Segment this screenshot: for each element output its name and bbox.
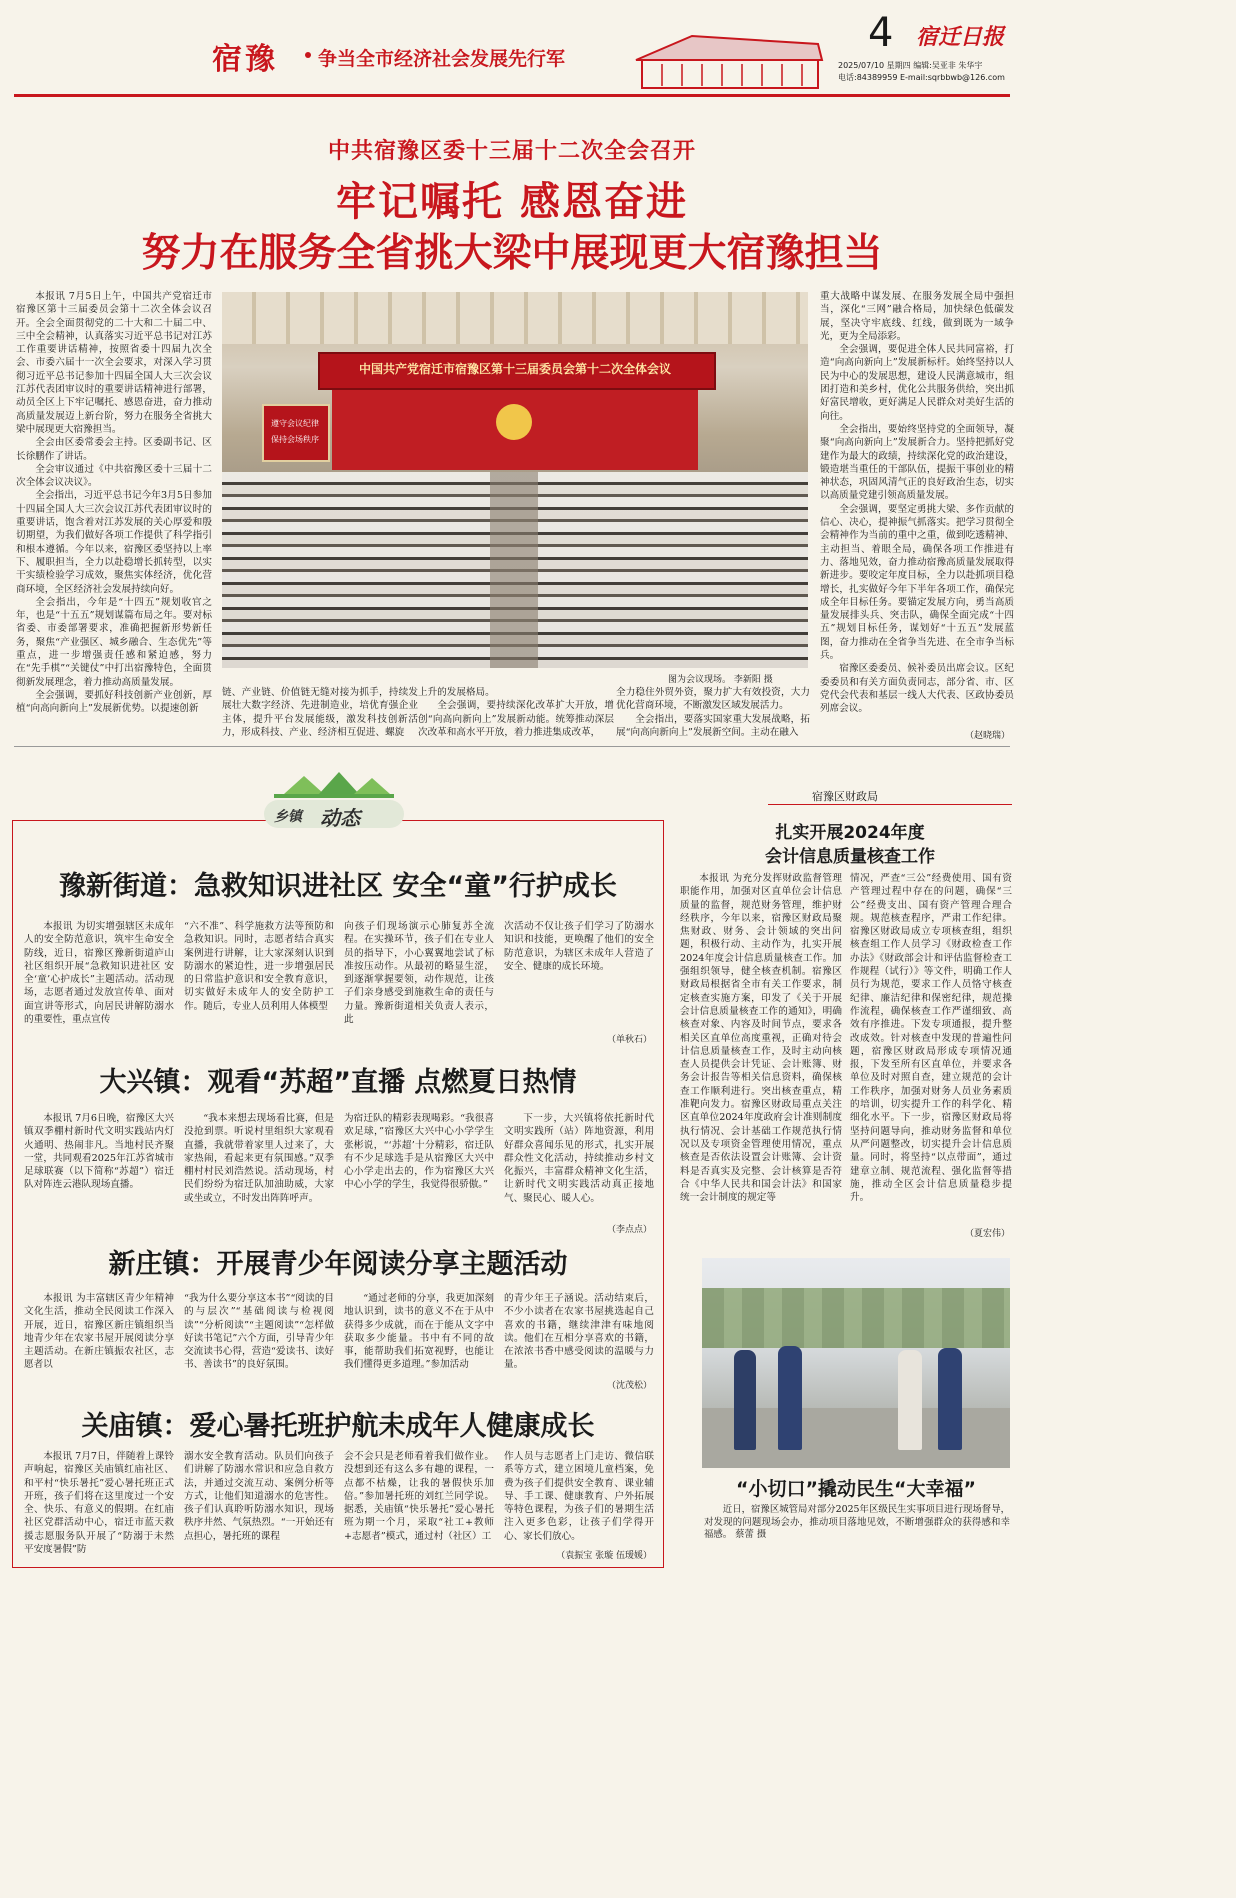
building-logo	[632, 30, 828, 92]
town-paragraph: 本报讯 7月6日晚，宿豫区大兴镇双季棚村新时代文明实践站内灯火通明、热闹非凡。当地村民齐聚一堂，共同观看2025年江苏省城市足球联赛（以下简称“苏超”）宿迁队对阵连云港队现场直播。	[24, 1113, 174, 1191]
town-headline-yuxin: 豫新街道：急救知识进社区 安全“童”行护成长	[59, 871, 617, 902]
person-2	[778, 1346, 802, 1450]
meeting-photo	[222, 292, 808, 668]
aisle	[490, 472, 538, 668]
lead-column-2	[222, 686, 418, 742]
page-number: 4	[868, 10, 894, 56]
trees	[702, 1288, 1010, 1348]
lead-headline-2: 努力在服务全省挑大梁中展现更大宿豫担当	[141, 231, 883, 276]
town-item-xinzhuang	[24, 1292, 654, 1394]
lead-paragraph: 全会强调，要坚定勇挑大梁、多作贡献的信心、决心，提神振气抓落实。把学习贯彻全会精神作为当前的重中之重，做到吃透精神、主动担当、着眼全局，确保各项工作推进有力、落地见效，奋力推动宿豫高质量发展取得新进步。要咬定年度目标，全力以赴抓项目稳增长，扎实做好今年下半年各项工作，确保完成全年目标任务。要锚定发展方向，勇当高质量发展排头兵、突击队，确保全面完成“十四五”规划目标任务，谋划好“十五五”发展蓝图，奋力推动在全省争当先进、在全市争当标兵。	[820, 503, 1014, 662]
lead-paragraph: 宿豫区委委员、候补委员出席会议。区纪委委员和有关方面负责同志，部分省、市、区党代会代表和基层一线人大代表、区政协委员列席会议。	[820, 663, 1014, 715]
town-paragraph: 向孩子们现场演示心肺复苏全流程。在实操环节，孩子们在专业人员的指导下，小心翼翼地尝试了标准按压动作。从最初的略显生涩，到逐渐掌握要领，动作规范，让孩子们亲身感受到施救生命的责任与力量。豫新街道相关负责人表示，此	[344, 921, 494, 1026]
town-paragraph: 会不会只是老师看着我们做作业。没想到还有这么多有趣的课程，一点都不枯燥，让我的暑假快乐加倍。”参加暑托班的刘红兰同学说。据悉，关庙镇“快乐暑托”爱心暑托班为期一个月，采取“社工+教师+志愿者”模式，通过村（社区）工	[344, 1451, 494, 1542]
contact-line: 电话:84389959 E-mail:sqrbbwb@126.com	[838, 73, 1005, 82]
lead-column-3	[418, 686, 614, 742]
stage-banner-text: 中国共产党宿迁市宿豫区第十三届委员会第十二次全体会议	[358, 362, 671, 376]
finance-byline: （夏宏伟）	[964, 1229, 1010, 1239]
building-roof	[636, 36, 822, 60]
lead-kicker: 中共宿豫区委十三届十二次全会召开	[327, 139, 696, 164]
town-paragraph: “我本来想去现场看比赛，但是没抢到票。听说村里组织大家观看直播，我就带着家里人过来了，大家热闹，看起来更有氛围感。”双季棚村村民刘浩然说。活动现场，村民们纷纷为宿迁队加油助威，大家或坐或立，不时发出阵阵呼声。	[184, 1113, 334, 1204]
masthead	[0, 0, 1024, 96]
lead-paragraph: 全会指出，要始终坚持党的全面领导，凝聚“向高向新向上”发展新合力。坚持把抓好党建作为最大的政绩，持续深化党的政治建设，锻造堪当重任的干部队伍，提振干事创业的精神状态，巩固风清气正的良好政治生态，切实以高质量党建引领高质量发展。	[820, 423, 1014, 502]
sign-left-text-2: 保持会场秩序	[271, 435, 319, 444]
town-paragraph: 作人员与志愿者上门走访、微信联系等方式，建立困境儿童档案，免费为孩子们提供安全教育、课业辅导、手工课、健康教育、户外拓展等特色课程，为孩子们的暑期生活注入更多色彩，让孩子们学得开心、家长们放心。	[504, 1451, 654, 1542]
photo-story-caption: 近日，宿豫区城管局对部分2025年区级民生实事项目进行现场督导，对发现的问题现场会办，推动项目落地见效，不断增强群众的获得感和幸福感。 蔡蕾 摄	[704, 1504, 1010, 1540]
lead-headline-1: 牢记嘱托 感恩奋进	[336, 179, 688, 225]
town-headline-guanmiao: 关庙镇：爱心暑托班护航未成年人健康成长	[81, 1411, 595, 1442]
town-item-daxing	[24, 1112, 654, 1238]
lead-paragraph: 全会强调，要抓好科技创新产业创新，厚植“向高向新向上”发展新优势。以提速创新	[16, 689, 212, 715]
section-dot	[305, 52, 311, 58]
person-3	[898, 1350, 922, 1450]
town-paragraph: 本报讯 7月7日，伴随着上课铃声响起，宿豫区关庙镇红庙社区、和平村“快乐暑托”爱心暑托班正式开班，孩子们将在这里度过一个安全、快乐、有意义的假期。在红庙社区党群活动中心，宿迁市蓝天救援志愿服务队开展了“防溺于未然 平安度暑假”防	[24, 1451, 174, 1556]
finance-column-2: 情况，严查“三公”经费使用、国有资产管理过程中存在的问题，确保“三公”经费支出、国有资产管理合理合规。规范核查程序，严肃工作纪律。宿豫区财政局成立专项核查组，组织核查组工作人员学习《财政检查工作办法》《财政部会计和评估监督检查工作规程（试行）》等文件，明确工作人员行为规范，要求工作人员恪守核查纪律、廉洁纪律和保密纪律，规范操作流程，确保核查工作严谨细致、高效有序推进。下发专项通报，提升整改成效。针对核查中发现的普遍性问题，宿豫区财政局形成专项情况通报，下发至所有区直单位，并要求各单位及时对照自查，建立规范的会计工作秩序，加强对财务人员业务素质的培训，切实提升工作的科学化、精细化水平。下一步，宿豫区财政局将坚持问题导向，推动财务监督和单位从严问题整改，切实提升会计信息质量。同时，将坚持“以点带面”，通过建章立制、规范流程、强化监督等措施，推动全区会计信息质量稳步提升。	[850, 873, 1012, 1204]
sign-left-text-1: 遵守会议纪律	[271, 419, 319, 428]
town-paragraph: “我为什么要分享这本书”“阅读的目的与层次”“基础阅读与检视阅读”“分析阅读”“主题阅读”“怎样做好读书笔记”六个方面，引导青少年交流读书心得，营造“爱读书、读好书、善读书”的良好氛围。	[184, 1293, 334, 1371]
town-headline-xinzhuang: 新庄镇：开展青少年阅读分享主题活动	[108, 1249, 568, 1280]
person-1	[734, 1350, 756, 1450]
party-emblem	[496, 404, 532, 440]
lead-paragraph: 重大战略中谋发展、在服务发展全局中强担当，深化“三网”融合格局，加快绿色低碳发展，坚决守牢底线、红线，做到既为一域争光，更为全局添彩。	[820, 291, 1014, 342]
building-body	[642, 60, 818, 88]
person-4	[938, 1348, 962, 1450]
lead-column-4	[616, 686, 810, 742]
lead-column-5	[820, 290, 1014, 730]
masthead-rule	[14, 94, 1010, 97]
finance-dept: 宿豫区财政局	[812, 790, 878, 803]
finance-column-1: 本报讯 为充分发挥财政监督管理职能作用，加强对区直单位会计信息质量的监督，规范财务管理，维护财经秩序，今年以来，宿豫区财政局聚焦财政、财务、会计领域的突出问题，积极行动、主动作为，扎实开展2024年度会计信息质量核查工作。加强组织领导，健全核查机制。宿豫区财政局根据省全市有关工作要求，制定核查实施方案，印发了《关于开展会计信息质量核查工作的通知》，明确核查对象、内容及时间节点，要求各相关区直单位高度重视，正确对待会计信息质量核查工作，及时主动向核查人员提供会计凭证、会计账簿、财务会计报告等相关信息资料，确保核查工作顺利进行。突出核查重点，精准靶向发力。宿豫区财政局重点关注区直单位2024年度政府会计准则制度执行情况、会计基础工作规范执行情况以及专项资金管理使用情况，重点核查是否依法设置会计账簿、会计资料是否真实及完整、会计核算是否符合《中华人民共和国会计法》和国家统一会计制度的规定等	[680, 873, 842, 1204]
town-item-guanmiao	[24, 1450, 654, 1562]
town-headline-daxing: 大兴镇：观看“苏超”直播 点燃夏日热情	[99, 1067, 577, 1098]
ceiling	[222, 292, 808, 344]
town-paragraph: 为宿迁队的精彩表现喝彩。“我很喜欢足球，”宿豫区大兴中心小学学生张彬说，“‘苏超’十分精彩，宿迁队有不少足球选手是从宿豫区大兴中心小学走出去的，作为宿豫区大兴中心小学的学生，我觉得很骄傲。”	[344, 1113, 494, 1191]
town-paragraph: “通过老师的分享，我更加深刻地认识到，读书的意义不在于从中获得多少成就，而在于能从文字中获取多少能量。书中有不同的故事，能帮助我们拓宽视野，也能让我们懂得更多道理。”参加活动	[344, 1293, 494, 1371]
photo-story-headline: “小切口”撬动民生“大幸福”	[736, 1478, 976, 1500]
lead-paragraph: 上升的发展格局。	[418, 687, 495, 698]
town-paragraph: 溺水安全教育活动。队员们向孩子们讲解了防溺水常识和应急自救方法，并通过交流互动、案例分析等方式，让他们知道溺水的危害性。孩子们认真聆听防溺水知识，现场秩序井然、气氛热烈。“一开始还有点担心，暑托班的课程	[184, 1451, 334, 1542]
section-divider	[14, 746, 1010, 747]
lead-paragraph: 本报讯 7月5日上午，中国共产党宿迁市宿豫区第十三届委员会第十二次全体会议召开。全会全面贯彻党的二十大和二十届二中、三中全会精神，认真落实习近平总书记对江苏工作重要讲话精神，按照省委十四届九次全会、市委六届十一次全会要求，对深入学习贯彻习近平总书记参加十四届全国人大三次会议江苏代表团审议时的重要讲话精神进行部署，动员全区上下牢记嘱托、感恩奋进，奋力推动高质量发展迈上新台阶，努力在服务全省挑大梁中展现更大宿豫担当。	[16, 291, 212, 435]
paper-name: 宿迁日报	[916, 25, 1005, 50]
lead-paragraph: 全力稳住外贸外资，聚力扩大有效投资，大力优化营商环境，不断激发区域发展活力。	[616, 687, 810, 712]
town-paragraph: 本报讯 为切实增强辖区未成年人的安全防范意识，筑牢生命安全防线，近日，宿豫区豫新街道庐山社区组织开展“急救知识进社区 安全‘童’心护成长”主题活动。活动现场，志愿者通过发放宣传单、面对面宣讲等形式，向居民讲解防溺水的重要性，重点宣传	[24, 921, 174, 1026]
town-paragraph: 的青少年王子涵说。活动结束后，不少小读者在农家书屋挑选起自己喜欢的书籍，继续津津有味地阅读。他们在互相分享喜欢的书籍，在浓浓书香中感受阅读的温暖与力量。	[504, 1293, 654, 1371]
town-news-banner	[260, 760, 410, 830]
lead-byline: （赵晓瑞）	[964, 731, 1010, 741]
town-byline: （沈茂松）	[606, 1381, 652, 1391]
town-byline: （袁振宝 张璇 伍瑷媛）	[556, 1551, 652, 1561]
town-paragraph: 下一步，大兴镇将依托新时代文明实践所（站）阵地资源，利用好群众喜闻乐见的形式，扎实开展群众性文化活动，持续推动乡村文化振兴，丰富群众精神文化生活，让新时代文明实践活动真正接地气、聚民心、暖人心。	[504, 1113, 654, 1204]
section-slogan: 争当全市经济社会发展先行军	[318, 48, 566, 70]
banner-prefix: 乡镇	[274, 809, 302, 825]
town-paragraph: “六不准”、科学施救方法等预防和急救知识。同时，志愿者结合真实案例进行讲解，让大家深刻认识到防溺水的紧迫性，进一步增强居民的日常监护意识和安全教育意识，切实做好未成年人的安全防护工作。随后，专业人员利用人体模型	[184, 921, 334, 1012]
finance-rule	[768, 804, 1012, 805]
town-item-yuxin	[24, 920, 654, 1052]
sign-left	[262, 404, 330, 462]
date-line: 2025/07/10 星期四 编辑:吴亚非 朱华宇	[838, 61, 983, 70]
lead-paragraph: 全会强调，要持续深化改革扩大开放，增创“向高向新向上”发展新动能。统筹推动深层次改革和高水平开放，着力推进集成改革，	[418, 700, 614, 738]
lead-paragraph: 全会审议通过《中共宿豫区委十三届十二次全体会议决议》。	[16, 463, 212, 489]
lead-paragraph: 全会由区委常委会主持。区委副书记、区长徐鹏作了讲话。	[16, 437, 212, 462]
finance-headline-1: 扎实开展2024年度	[775, 823, 925, 843]
finance-headline-2: 会计信息质量核查工作	[765, 847, 935, 867]
town-paragraph: 本报讯 为丰富辖区青少年精神文化生活，推动全民阅读工作深入开展，近日，宿豫区新庄镇组织当地青少年在农家书屋开展阅读分享主题活动。在新庄镇振农社区，志愿者以	[24, 1293, 174, 1371]
street-photo	[702, 1258, 1010, 1468]
lead-paragraph: 全会强调，要促进全体人民共同富裕，打造“向高向新向上”发展新标杆。始终坚持以人民为中心的发展思想，建设人民满意城市，组团打造和美乡村，优化公共服务供给，突出抓好富民增收，更好满足人民群众对美好生活的向往。	[820, 344, 1014, 422]
lead-paragraph: 全会指出，习近平总书记今年3月5日参加十四届全国人大三次会议江苏代表团审议时的重要讲话，饱含着对江苏发展的关心厚爱和殷切期望，为我们做好各项工作提供了科学指引和根本遵循。今年以来，宿豫区委坚持以上率下、履职担当，全力以赴稳增长抓转型，以实干实绩检验学习成效，聚焦实体经济，优化营商环境，全区经济社会发展持续向好。	[16, 490, 212, 595]
town-paragraph: 次活动不仅让孩子们学习了防溺水知识和技能，更唤醒了他们的安全防范意识，为辖区未成年人营造了安全、健康的成长环境。	[504, 921, 654, 972]
town-byline: （李点点）	[606, 1225, 652, 1235]
photo-caption: 图为会议现场。 李新阳 摄	[668, 675, 773, 685]
town-byline: （单秋石）	[606, 1035, 652, 1045]
lead-paragraph: 链、产业链、价值链无缝对接为抓手，持续发展壮大数字经济、先进制造业，培优育强企业主体，提升平台发展能级，激发科技创新活力，形成科技、产业、经济相互促进、螺旋	[222, 687, 418, 738]
banner-suffix: 动态	[320, 806, 360, 830]
lead-paragraph: 全会指出，要落实国家重大发展战略，拓展“向高向新向上”发展新空间。主动在融入	[616, 713, 810, 738]
section-title: 宿豫	[212, 42, 278, 77]
lead-column-1	[16, 290, 212, 740]
lead-paragraph: 全会指出，今年是“十四五”规划收官之年，也是“十五五”规划谋篇布局之年。要对标省委、市委部署要求，准确把握新形势新任务，聚焦“产业强区、城乡融合、生态优先”等重点，进一步增强责任感和紧迫感，努力在“先手棋”“关键仗”中打出宿豫特色，全面贯彻新发展理念，着力推动高质量发展。	[16, 596, 212, 688]
village-icon	[274, 760, 394, 800]
